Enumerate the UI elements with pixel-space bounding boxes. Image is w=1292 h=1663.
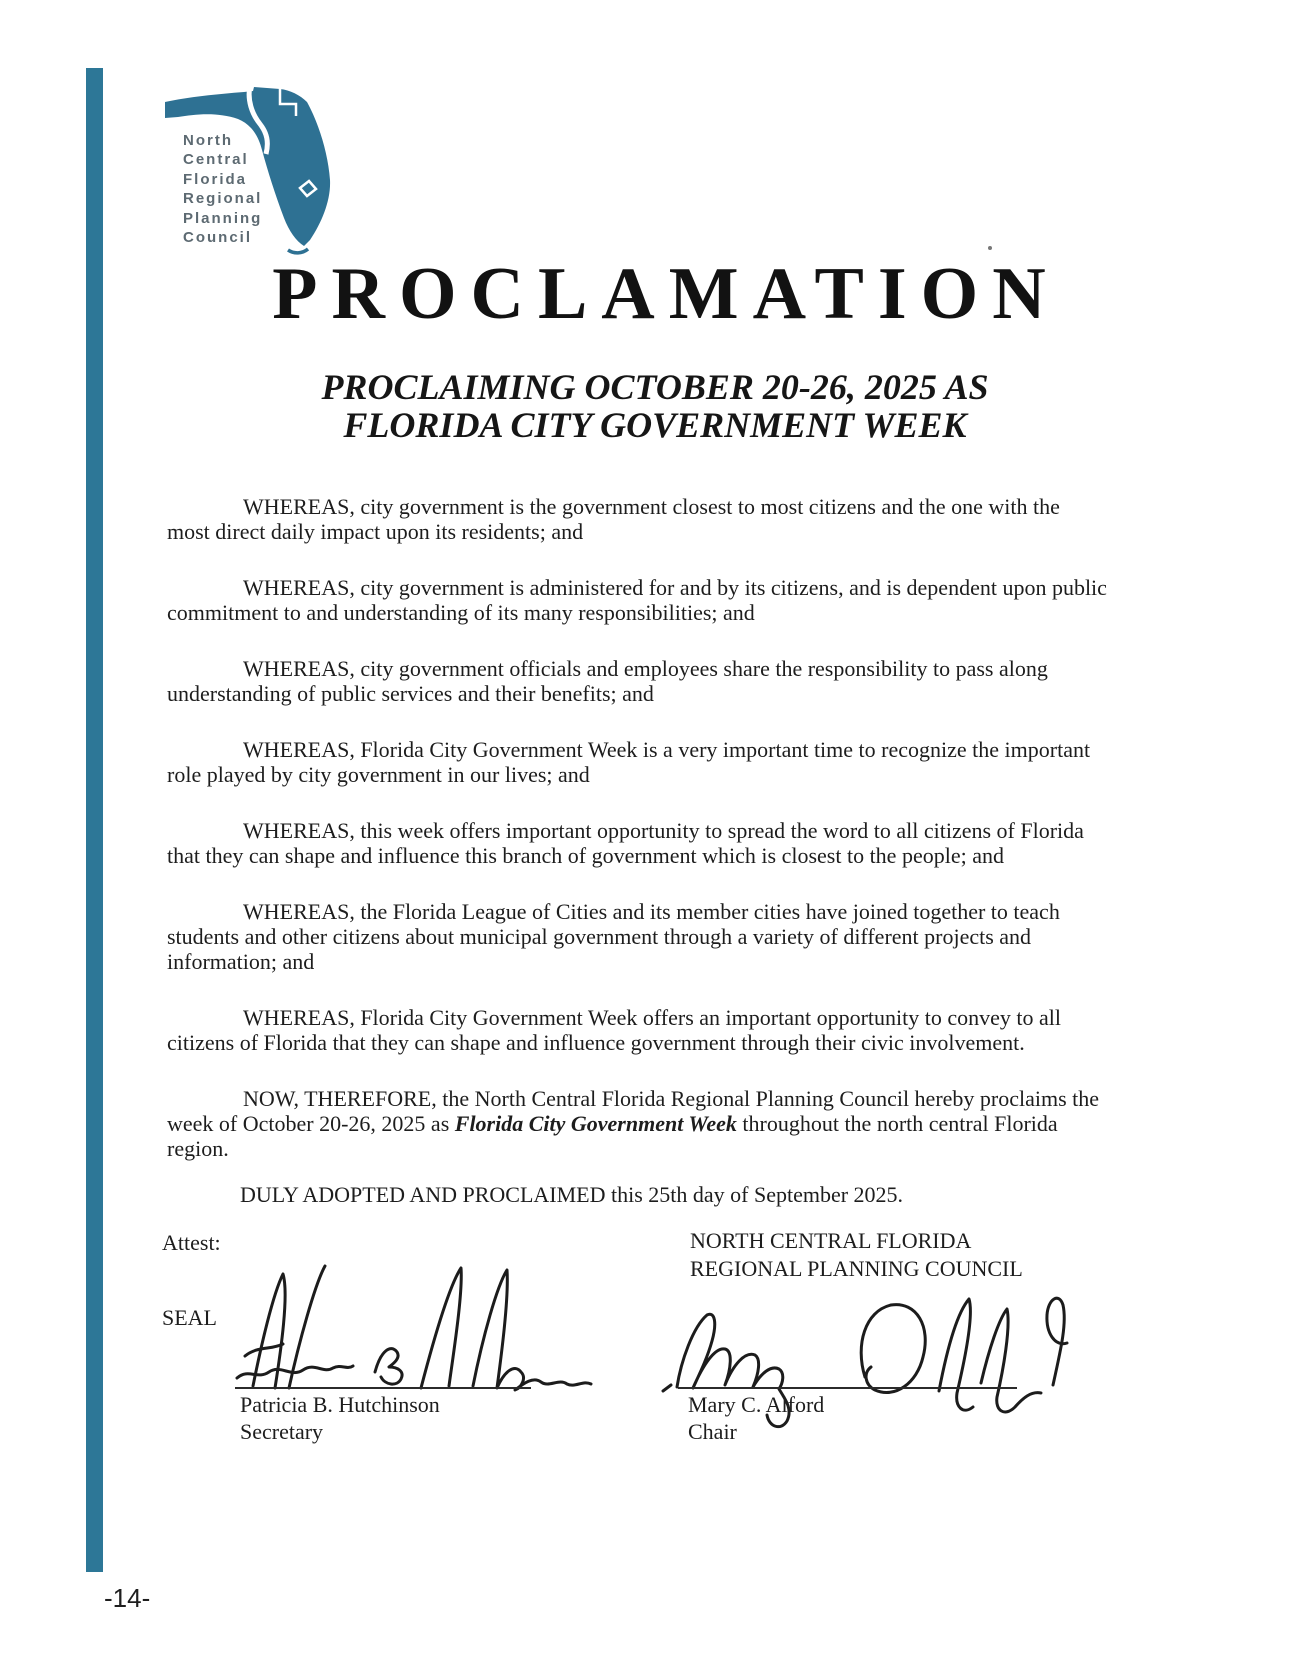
text-line: NOW, THEREFORE, the North Central Florida Regional Planning Council hereby proclaims the [243,1086,1100,1111]
seal-label: SEAL [162,1305,217,1330]
text-segment: throughout the north central Florida [736,1111,1058,1136]
whereas-paragraph [167,575,1177,625]
council-name [690,1227,1023,1283]
logo-org-name-line: Central [183,151,249,169]
attest-label: Attest: [162,1230,221,1255]
org-logo [158,84,340,258]
text-line: WHEREAS, Florida City Government Week is a very important time to recognize the important [243,737,1091,762]
text-segment: week of October 20-26, 2025 as [167,1111,455,1136]
logo-org-name-line: Regional [183,190,263,208]
emphasized-week-name: Florida City Government Week [454,1111,737,1136]
signature-right-role: Chair [688,1419,737,1444]
text-line: WHEREAS, city government officials and employees share the responsibility to pass along [243,656,1048,681]
logo-org-name-line: North [183,132,233,149]
whereas-paragraph [167,737,1177,787]
logo-org-name-line: Florida [183,170,248,188]
whereas-paragraph [167,494,1177,544]
text-line: commitment to and understanding of its many responsibilities; and [167,600,755,625]
logo-org-name [183,131,262,247]
text-line: understanding of public services and their benefits; and [167,681,654,706]
text-line: students and other citizens about municipal government through a variety of different projects and [167,924,1032,949]
logo-org-name-line: Council [183,229,252,247]
council-name-line1: NORTH CENTRAL FLORIDA [690,1228,972,1253]
text-line: information; and [167,949,315,974]
text-line: role played by city government in our lives; and [167,762,590,787]
text-line: that they can shape and influence this branch of government which is closest to the people; and [167,843,1004,868]
signature-left-role: Secretary [240,1419,324,1444]
page-number: -14- [104,1583,151,1613]
whereas-paragraph [167,899,1177,974]
subtitle-line1: PROCLAIMING OCTOBER 20-26, 2025 AS [321,367,989,407]
therefore-paragraph [167,1086,1177,1161]
subtitle-line2: FLORIDA CITY GOVERNMENT WEEK [343,405,967,445]
scan-artifact-dot [988,246,992,250]
whereas-paragraph [167,818,1177,868]
text-line: WHEREAS, city government is the government closest to most citizens and the one with the [243,494,1060,519]
text-line: most direct daily impact upon its residents; and [167,519,584,544]
signature-line-right [678,1387,1017,1389]
text-line: region. [167,1136,229,1161]
subtitle [18,368,1292,444]
whereas-paragraph [167,1005,1177,1055]
text-line: WHEREAS, Florida City Government Week offers an important opportunity to convey to all [243,1005,1061,1030]
text-line: WHEREAS, city government is administered for and by its citizens, and is dependent upon public [243,575,1107,600]
signature-left-name: Patricia B. Hutchinson [240,1392,440,1417]
document-body [167,494,1177,1192]
signature-right-name: Mary C. Alford [688,1392,825,1417]
text-line: WHEREAS, the Florida League of Cities and its member cities have joined together to teach [243,899,1060,924]
signature-line-left [235,1387,531,1389]
logo-org-name-line: Planning [183,209,263,227]
text-line [167,1111,1177,1136]
text-line: WHEREAS, this week offers important opportunity to spread the word to all citizens of Florida [243,818,1084,843]
adoption-line: DULY ADOPTED AND PROCLAIMED this 25th day of September 2025. [240,1182,904,1207]
whereas-paragraph [167,656,1177,706]
page-title: PROCLAMATION [272,253,1060,335]
secretary-signature-ink [225,1258,605,1398]
text-line: citizens of Florida that they can shape and influence government through their civic involvement. [167,1030,1025,1055]
council-name-line2: REGIONAL PLANNING COUNCIL [690,1256,1023,1281]
